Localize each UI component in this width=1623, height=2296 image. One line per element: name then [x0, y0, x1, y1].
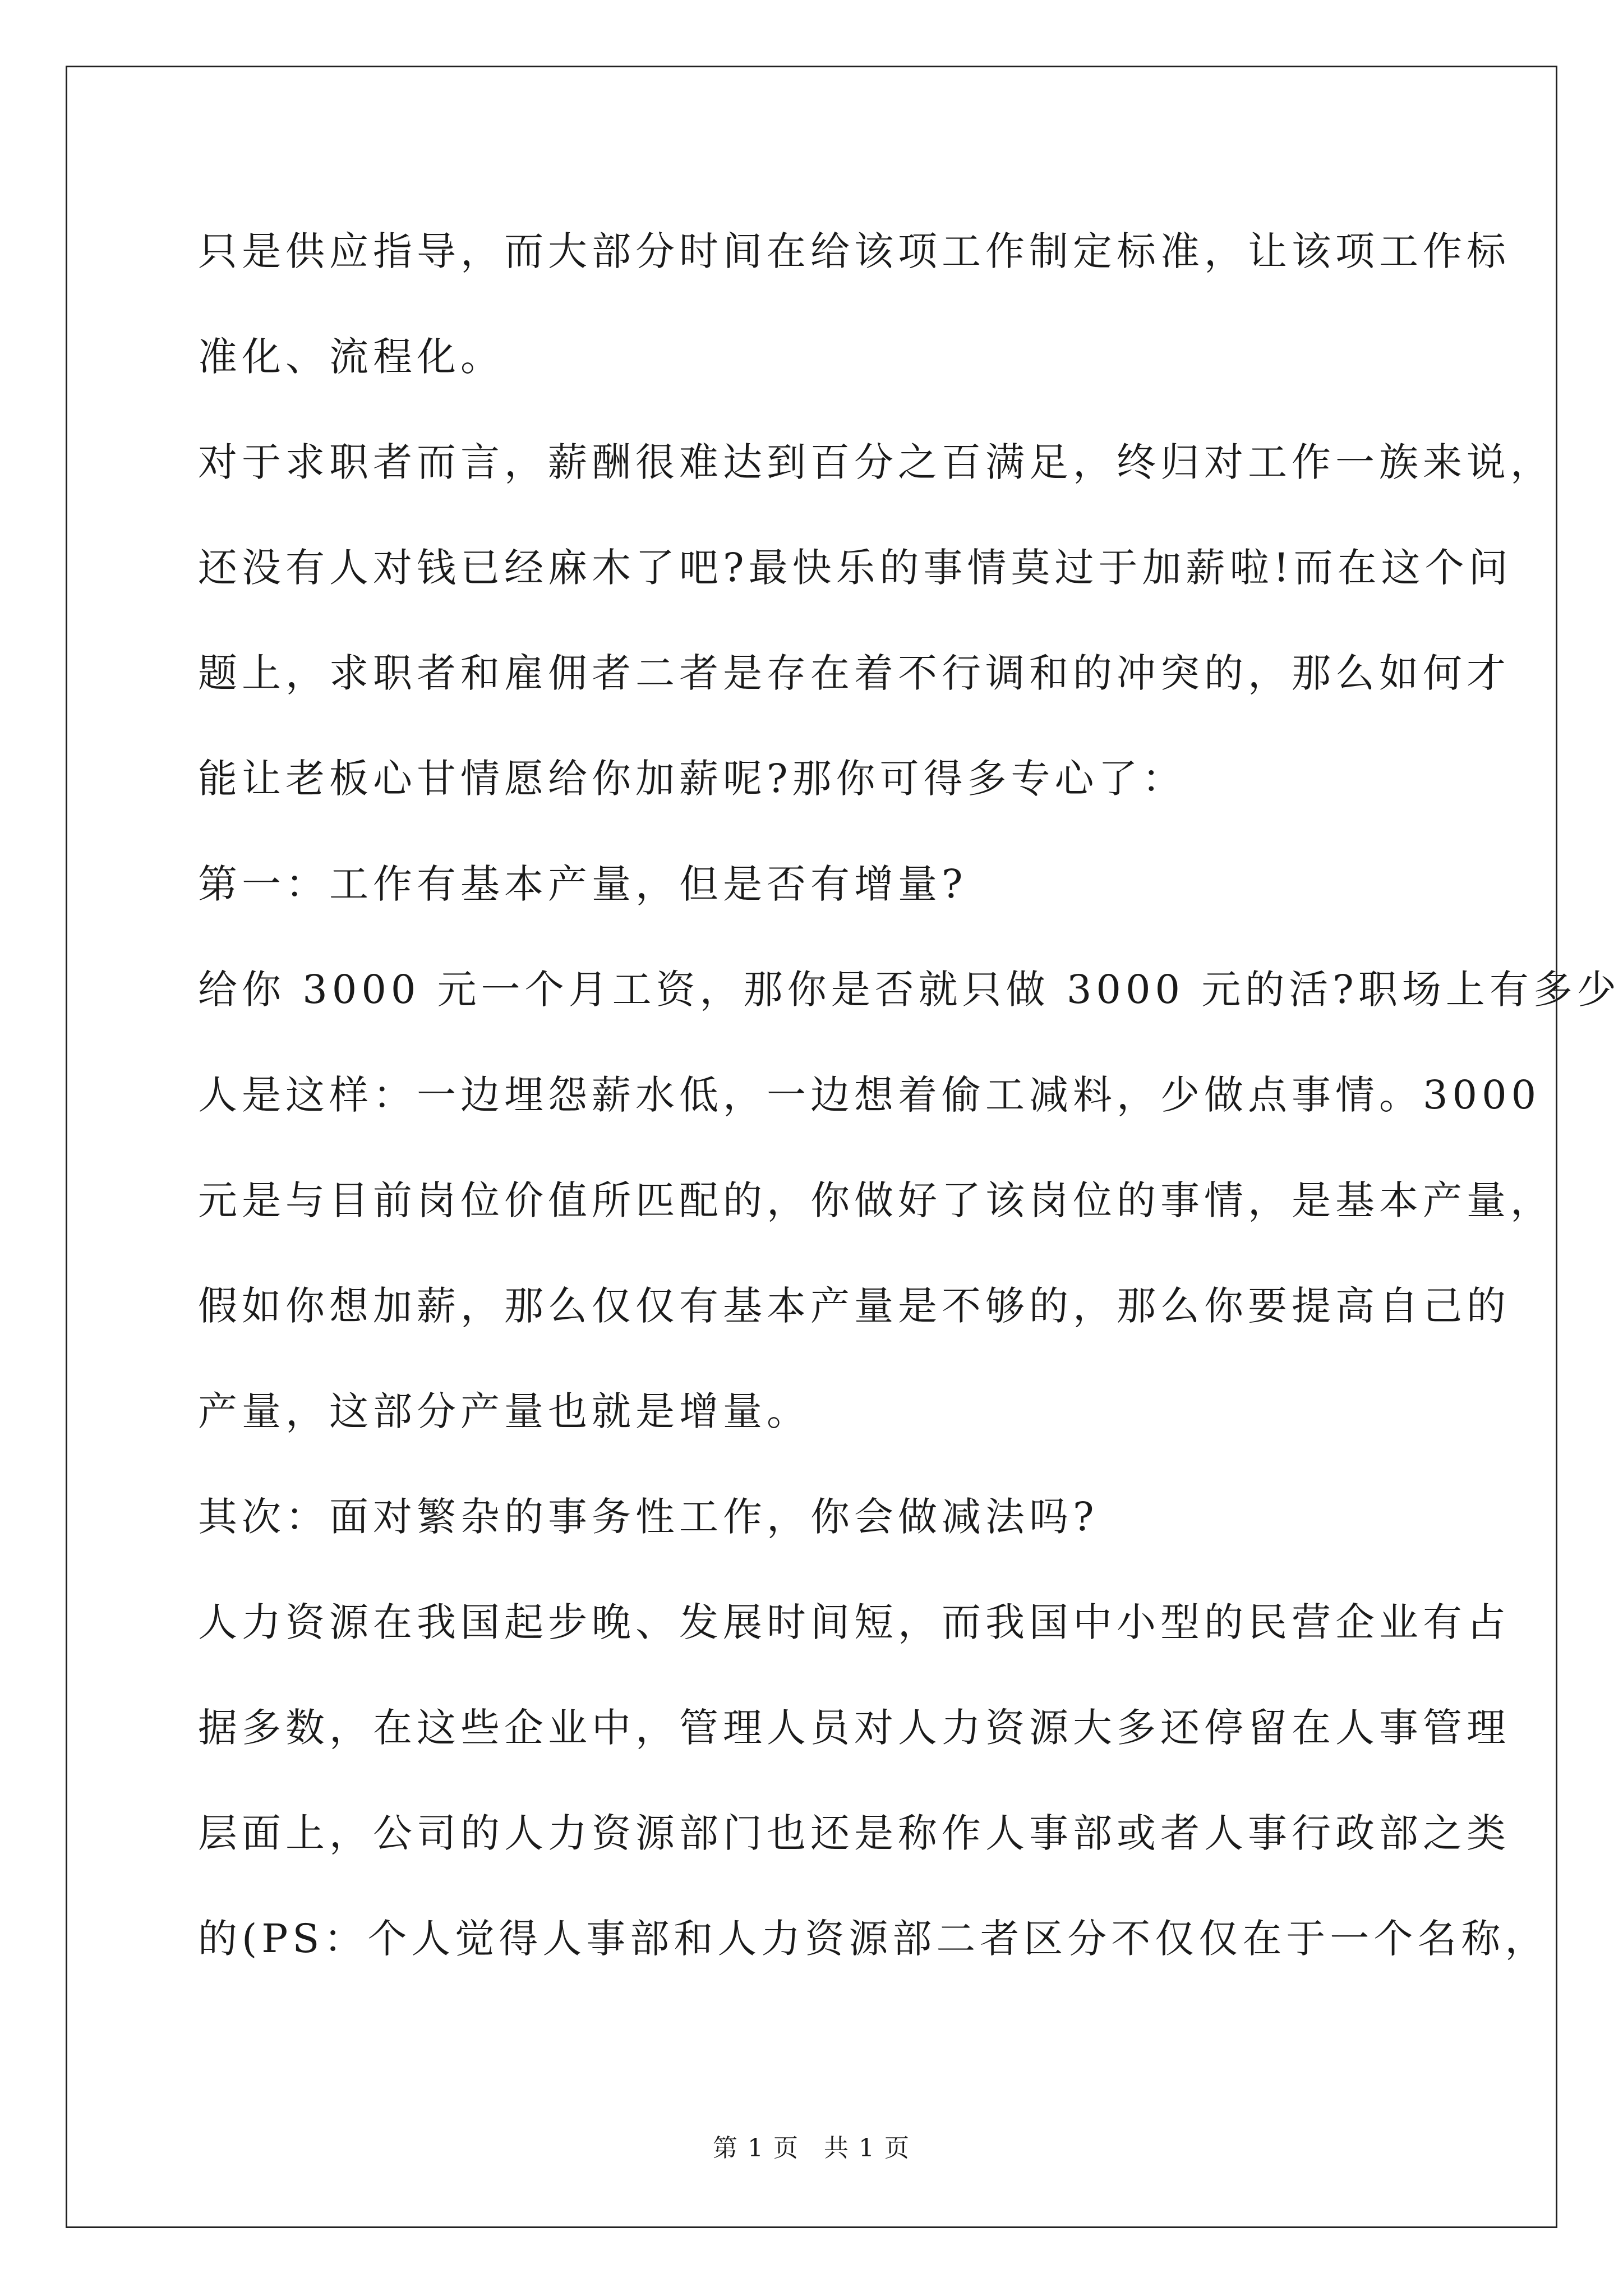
- text-line: 还没有人对钱已经麻木了吧?最快乐的事情莫过于加薪啦!而在这个问: [198, 545, 1513, 591]
- text-line: 假如你想加薪，那么仅仅有基本产量是不够的，那么你要提高自己的: [198, 1283, 1510, 1329]
- text-line: 对于求职者而言，薪酬很难达到百分之百满足，终归对工作一族来说，: [198, 439, 1554, 485]
- text-line: 的(PS：个人觉得人事部和人力资源部二者区分不仅仅在于一个名称，: [198, 1916, 1549, 1962]
- text-line: 只是供应指导，而大部分时间在给该项工作制定标准，让该项工作标: [198, 228, 1510, 274]
- text-line: 能让老板心甘情愿给你加薪呢?那你可得多专心了：: [198, 756, 1186, 802]
- page-footer: [0, 2132, 1623, 2165]
- text-line: 层面上，公司的人力资源部门也还是称作人事部或者人事行政部之类: [198, 1810, 1510, 1856]
- section-heading: 第一：工作有基本产量，但是否有增量?: [198, 861, 967, 907]
- text-line: 给你 3000 元一个月工资，那你是否就只做 3000 元的活?职场上有多少: [198, 967, 1621, 1013]
- page-total: 共 1 页: [824, 2134, 910, 2162]
- text-line: 人是这样：一边埋怨薪水低，一边想着偷工减料，少做点事情。3000: [198, 1072, 1541, 1118]
- section-heading: 其次：面对繁杂的事务性工作，你会做减法吗?: [198, 1494, 1099, 1540]
- text-line: 准化、流程化。: [198, 334, 504, 380]
- text-line: 元是与目前岗位价值所匹配的，你做好了该岗位的事情，是基本产量，: [198, 1177, 1554, 1223]
- text-line: 人力资源在我国起步晚、发展时间短，而我国中小型的民营企业有占: [198, 1599, 1510, 1645]
- document-body: [198, 218, 1621, 2010]
- text-line: 产量，这部分产量也就是增量。: [198, 1388, 810, 1434]
- text-line: 据多数，在这些企业中，管理人员对人力资源大多还停留在人事管理: [198, 1705, 1510, 1751]
- text-line: 题上，求职者和雇佣者二者是存在着不行调和的冲突的，那么如何才: [198, 650, 1510, 696]
- page-number: 第 1 页: [713, 2134, 799, 2162]
